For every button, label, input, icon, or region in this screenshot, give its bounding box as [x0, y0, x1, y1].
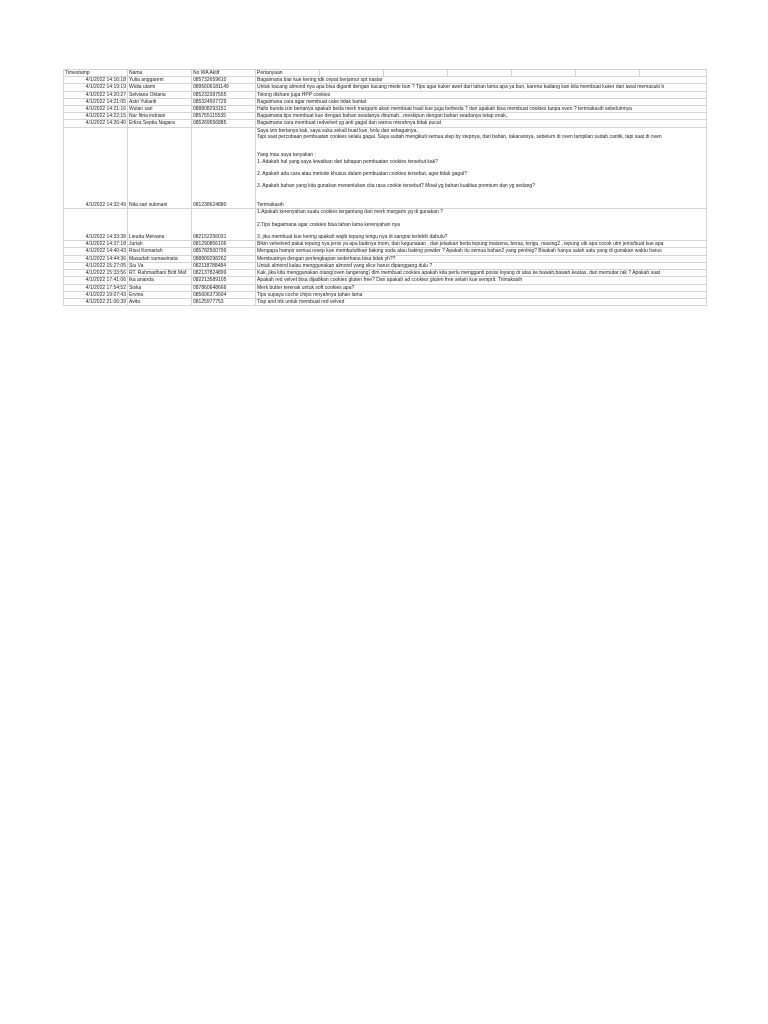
timestamp-cell: 4/1/2022 17:41:06	[64, 277, 128, 284]
wa-cell: 082152256031	[192, 209, 256, 241]
pertanyaan-cell: Bagaimana cara agar membuat cake tidak bantat	[256, 98, 707, 105]
timestamp-cell: 4/1/2022 14:44:36	[64, 255, 128, 262]
timestamp-cell: 4/1/2022 14:19:19	[64, 84, 128, 91]
nama-cell: Rissi Komariah	[128, 248, 192, 255]
nama-cell: Lieuda Meivana	[128, 209, 192, 241]
table-row	[64, 106, 707, 113]
timestamp-cell: 4/1/2022 14:33:38	[64, 209, 128, 241]
timestamp-cell: 4/1/2022 14:40:43	[64, 248, 128, 255]
nama-cell: Siska	[128, 284, 192, 291]
table-row	[64, 298, 707, 305]
nama-cell: Wulan sari	[128, 106, 192, 113]
wa-cell: 082213589105	[192, 277, 256, 284]
nama-cell: Astri Yulianti	[128, 98, 192, 105]
header-row	[64, 70, 707, 77]
timestamp-cell: 4/1/2022 14:16:18	[64, 77, 128, 84]
nama-cell: Ervina	[128, 291, 192, 298]
table-row	[64, 291, 707, 298]
table-body	[64, 77, 707, 306]
table-row	[64, 127, 707, 209]
table-row	[64, 120, 707, 127]
timestamp-cell: 4/1/2022 14:32:49	[64, 127, 128, 209]
pertanyaan-cell: Untuk kacang almond nya apa bisa diganti dengan kacang mede bun ? Tips agar kuker awet dari tahan lama apa ya bun, karena kadang kan kita membuat kuker dari awal memasuki b	[256, 84, 707, 91]
table-row	[64, 84, 707, 91]
timestamp-cell: 4/1/2022 14:22:15	[64, 113, 128, 120]
nama-cell: RT. Rahmadhani Britt Maf	[128, 270, 192, 277]
table-row	[64, 209, 707, 241]
wa-cell: 082118788484	[192, 262, 256, 269]
nama-cell: Juriah	[128, 241, 192, 248]
nama-cell: Siu Va	[128, 262, 192, 269]
header-timestamp: Timestamp	[64, 70, 128, 77]
timestamp-cell: 4/1/2022 14:20:27	[64, 91, 128, 98]
pertanyaan-cell: Apakah red velvet bisa dijadikan cookies gluten free? Dan apakah ad cookies gluten free selain kue semprit. Trimakasih	[256, 277, 707, 284]
pertanyaan-cell: Mengapa hampir semua resep kue membutuhkan baking soda atau baking powder ? Apakah itu semua bahan2 yang penting? Bisakah hanya salah satu yang di gunakan waktu harus	[256, 248, 707, 255]
wa-cell: 081290856106	[192, 241, 256, 248]
pertanyaan-cell: Tisp and trik untuk membuat red velved	[256, 298, 707, 305]
pertanyaan-cell: Hallo bunda izin bertanya apakah beda merk margarin akan membuat hasil kue juga berbeda ? dan apakah bisa membuat cookies tanpa oven ? terimakasih sebelumnya	[256, 106, 707, 113]
wa-cell: 08125977753	[192, 298, 256, 305]
spreadsheet-table	[63, 69, 707, 306]
pertanyaan-cell: Bagaimana tips membuat kue dengan bahan seadanya dirumah...meskipun dengan bahan seadanya tetap enak..	[256, 113, 707, 120]
table-row	[64, 91, 707, 98]
table-row	[64, 255, 707, 262]
wa-cell: 085324507729	[192, 98, 256, 105]
empty-cell	[320, 70, 384, 77]
nama-cell: Nur fitria indriani	[128, 113, 192, 120]
table-row	[64, 248, 707, 255]
empty-cell	[448, 70, 512, 77]
wa-cell: 085269556885	[192, 120, 256, 127]
header-nama: Nama	[128, 70, 192, 77]
table-row	[64, 241, 707, 248]
pertanyaan-cell: Bikin velvelved pakai tepung nya jenis ya apa baiknya mom, dan kegunaaan , dan jelaskan beda tepung maizena, beras, terigu, masing2 , tepung utk apa cocok utm jenis/buat kue apa	[256, 241, 707, 248]
wa-cell: 085755115535	[192, 113, 256, 120]
table-row	[64, 270, 707, 277]
pertanyaan-cell: Tips supaya cocho chips renyahnya tahan lama	[256, 291, 707, 298]
nama-cell: Yulia anggareni	[128, 77, 192, 84]
wa-cell: 087860648666	[192, 284, 256, 291]
wa-cell: 0895606181149	[192, 84, 256, 91]
table-row	[64, 113, 707, 120]
empty-cell	[640, 70, 707, 77]
table-row	[64, 284, 707, 291]
wa-cell: 082137824899	[192, 270, 256, 277]
pertanyaan-cell: Tolong dishare juga HPP cookies	[256, 91, 707, 98]
pertanyaan-cell: Merk butter terenak untuk soft cookies apa?	[256, 284, 707, 291]
pertanyaan-cell: Saya izin bertanya kak, saya suka sekali buat kue, bolu dan sebagainya.. Tapi saat percobaan pembuatan cookies selalu gagal. Saya sudah mengikuti semua step by stepnya, dari bahan, takarannya, sebelum di oven tampilan sudah cantik, tapi saat di oven Yang mau saya tanyakan : 1. Adakah hal yang saya lewatkan dari tahapan pembuatan cookies tersebut kak? 2. Apakah ada cara atau metode khusus dalam pembuatan cookies tersebut, agar tidak gagal? 3. Apakah bahan yang kita gunakan menentukan cita rasa cookie tersebut? Misal yg bahan kualitas premium dan yg sedang? Terimakasih	[256, 127, 707, 209]
wa-cell: 081238624880	[192, 127, 256, 209]
empty-cell	[512, 70, 576, 77]
table-row	[64, 262, 707, 269]
wa-cell: 088808293151	[192, 106, 256, 113]
nama-cell: Widia utami	[128, 84, 192, 91]
pertanyaan-cell: Membuatnya dengan perlengkapan sederhana bisa tidak yh??	[256, 255, 707, 262]
wa-cell: 085782500799	[192, 248, 256, 255]
wa-cell: 085232397555	[192, 91, 256, 98]
pertanyaan-cell: 1.Apakah kerenyahan suatu cookies tergantung dari merk margarin yg di gunakan ? 2.Tips bagaimana agar cookies bisa tahan lama kerenyahan nya 3. jika membuat kue kering apakah wajib tepung terigu nya di sangrai terlebih dahulu?	[256, 209, 707, 241]
nama-cell: Ika ananda	[128, 277, 192, 284]
timestamp-cell: 4/1/2022 15:33:56	[64, 270, 128, 277]
table-row	[64, 277, 707, 284]
timestamp-cell: 4/1/2022 19:07:43	[64, 291, 128, 298]
table-row	[64, 98, 707, 105]
empty-cell	[384, 70, 448, 77]
timestamp-cell: 4/1/2022 14:21:05	[64, 98, 128, 105]
header-pertanyaan: Pertanyaan	[256, 70, 320, 77]
nama-cell: Selviana Oktaria	[128, 91, 192, 98]
header-wa: No WA Aktif	[192, 70, 256, 77]
timestamp-cell: 4/1/2022 17:54:52	[64, 284, 128, 291]
nama-cell: Nita sari sukmani	[128, 127, 192, 209]
pertanyaan-cell: Bagaimana biar kue kering tdk cepat berjamur spt nastar	[256, 77, 707, 84]
timestamp-cell: 4/1/2022 14:21:16	[64, 106, 128, 113]
wa-cell: 085732659610	[192, 77, 256, 84]
timestamp-cell: 4/1/2022 21:06:39	[64, 298, 128, 305]
nama-cell: Masudah sumawinata	[128, 255, 192, 262]
timestamp-cell: 4/1/2022 14:37:18	[64, 241, 128, 248]
nama-cell: Erliza Septia Nagara	[128, 120, 192, 127]
table-row	[64, 77, 707, 84]
wa-cell: 088809298262	[192, 255, 256, 262]
timestamp-cell: 4/1/2022 14:26:40	[64, 120, 128, 127]
timestamp-cell: 4/1/2022 15:27:05	[64, 262, 128, 269]
pertanyaan-cell: Untuk almond kalau menggunakan almond yang slice harus dipanggang dulu ?	[256, 262, 707, 269]
empty-cell	[576, 70, 640, 77]
pertanyaan-cell: Bagaimana cara membuat redvelvet yg anti gagal dan warna merahnya tidak pucat	[256, 120, 707, 127]
pertanyaan-cell: Kak, jika kita menggunakan otang(oven tangerang) dlm membuat cookies apakah kita perlu mengganti posisi loyang dr atas ke bawah,bawah keatas, dan memutar rak ? Apakah saat	[256, 270, 707, 277]
nama-cell: Avita	[128, 298, 192, 305]
wa-cell: 085606373604	[192, 291, 256, 298]
